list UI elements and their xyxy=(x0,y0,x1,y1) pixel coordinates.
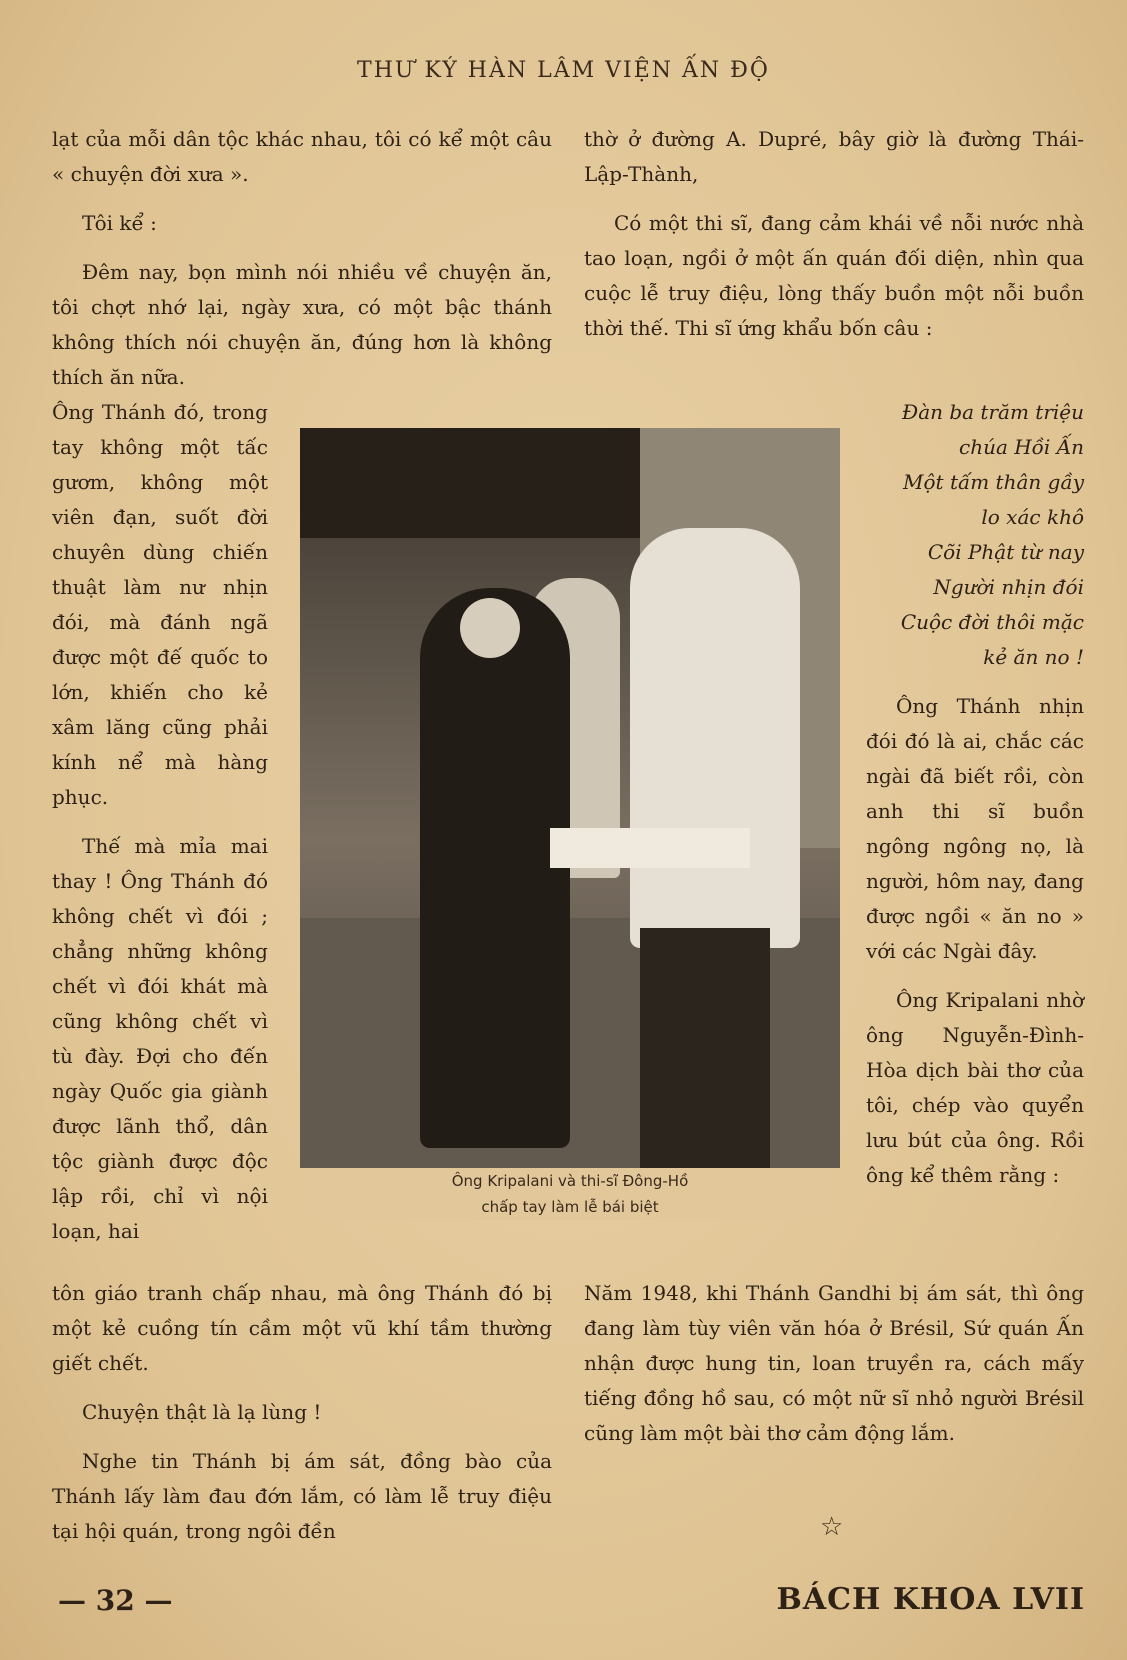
photo-figure xyxy=(630,528,800,948)
poem-line: Người nhịn đói xyxy=(933,575,1084,599)
poem-line: Cuộc đời thôi mặc xyxy=(900,610,1084,634)
left-column-narrow xyxy=(52,395,268,1249)
photo-figure xyxy=(420,588,570,1148)
caption-line: chấp tay làm lễ bái biệt xyxy=(481,1198,659,1216)
caption-line: Ông Kripalani và thi-sĩ Đông-Hồ xyxy=(451,1172,689,1190)
poem-line: chúa Hồi Ấn xyxy=(959,435,1084,459)
right-column-top xyxy=(584,122,1084,346)
paragraph: Tôi kể : xyxy=(82,211,157,235)
paragraph: Đêm nay, bọn mình nói nhiều về chuyện ăn, tôi chợt nhớ lại, ngày xưa, có một bậc thánh không thích nói chuyện ăn, đúng hơn là không thích ăn nữa. xyxy=(52,260,552,389)
paragraph: Chuyện thật là lạ lùng ! xyxy=(82,1400,322,1424)
photo-caption xyxy=(300,1168,840,1220)
photo-table xyxy=(550,828,750,868)
running-head: THƯ KÝ HÀN LÂM VIỆN ẤN ĐỘ xyxy=(357,58,770,83)
photo-figure-legs xyxy=(640,928,770,1178)
poem-line: lo xác khô xyxy=(981,505,1084,529)
paragraph: lạt của mỗi dân tộc khác nhau, tôi có kể một câu « chuyện đời xưa ». xyxy=(52,127,552,186)
paragraph: tôn giáo tranh chấp nhau, mà ông Thánh đó bị một kẻ cuồng tín cầm một vũ khí tầm thường giết chết. xyxy=(52,1281,552,1375)
poem-line: kẻ ăn no ! xyxy=(983,645,1084,669)
paragraph: thờ ở đường A. Dupré, bây giờ là đường Thái-Lập-Thành, xyxy=(584,127,1084,186)
star-ornament: ☆ xyxy=(820,1512,844,1542)
paragraph: Có một thi sĩ, đang cảm khái về nỗi nước nhà tao loạn, ngồi ở một ấn quán đối diện, nhìn qua cuộc lễ truy điệu, lòng thấy buồn một nỗi buồn thời thế. Thi sĩ ứng khẩu bốn câu : xyxy=(584,211,1084,340)
poem-line: Một tấm thân gầy xyxy=(903,470,1084,494)
poem xyxy=(866,395,1084,675)
poem-line: Cõi Phật từ nay xyxy=(927,540,1084,564)
right-column-narrow xyxy=(866,395,1084,1193)
paragraph: Ông Thánh đó, trong tay không một tấc gươm, không một viên đạn, suốt đời chuyên dùng chiến thuật làm nư nhịn đói, mà đánh ngã được một đế quốc to lớn, khiến cho kẻ xâm lăng cũng phải kính nể mà hàng phục. xyxy=(52,400,268,809)
photograph xyxy=(300,428,840,1178)
paragraph: Năm 1948, khi Thánh Gandhi bị ám sát, thì ông đang làm tùy viên văn hóa ở Brésil, Sứ quán Ấn nhận được hung tin, loan truyền ra, cách mấy tiếng đồng hồ sau, có một nữ sĩ nhỏ người Brésil cũng làm một bài thơ cảm động lắm. xyxy=(584,1281,1084,1445)
poem-line: Đàn ba trăm triệu xyxy=(902,400,1084,424)
paragraph: Nghe tin Thánh bị ám sát, đồng bào của Thánh lấy làm đau đớn lắm, có làm lễ truy điệu tại hội quán, trong ngôi đền xyxy=(52,1449,552,1543)
left-column-bottom xyxy=(52,1276,552,1549)
paragraph: Thế mà mỉa mai thay ! Ông Thánh đó không chết vì đói ; chẳng những không chết vì đói khát mà cũng không chết vì tù đày. Đợi cho đến ngày Quốc gia giành được lãnh thổ, dân tộc giành được độc lập rồi, chỉ vì nội loạn, hai xyxy=(52,834,268,1243)
paragraph: Ông Thánh nhịn đói đó là ai, chắc các ngài đã biết rồi, còn anh thi sĩ buồn ngông ngông nọ, là người, hôm nay, đang được ngồi « ăn no » với các Ngài đây. xyxy=(866,694,1084,963)
right-column-bottom xyxy=(584,1276,1084,1451)
photo-figure-head xyxy=(460,598,520,658)
paragraph: Ông Kripalani nhờ ông Nguyễn-Đình-Hòa dịch bài thơ của tôi, chép vào quyển lưu bút của ông. Rồi ông kể thêm rằng : xyxy=(866,988,1084,1187)
page-number: — 32 — xyxy=(58,1584,173,1617)
magazine-title: BÁCH KHOA LVII xyxy=(776,1582,1085,1617)
left-column-top xyxy=(52,122,552,395)
